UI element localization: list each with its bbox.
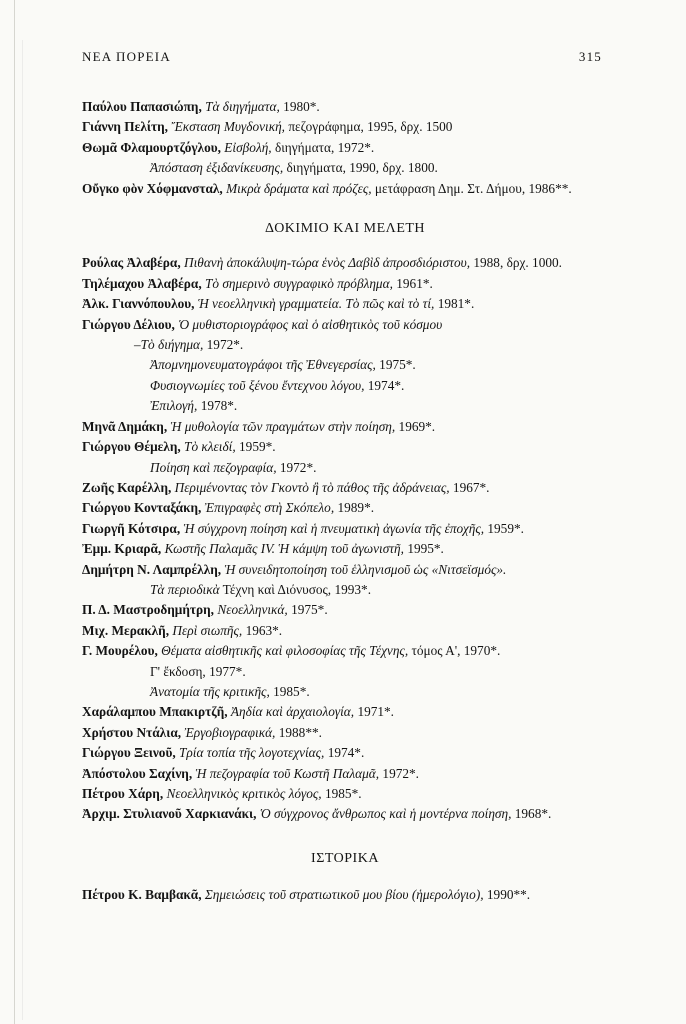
- entry-author: Χαράλαμπου Μπακιρτζῆ,: [82, 704, 228, 720]
- entry-details: 1969*.: [398, 418, 436, 434]
- entry-details: Τέχνη καὶ Διόνυσος, 1993*.: [222, 581, 372, 597]
- entry-title: Ποίηση καὶ πεζογραφία,: [150, 459, 277, 475]
- bib-entry: [82, 519, 608, 539]
- entry-title: Τὰ διηγήματα,: [205, 99, 280, 114]
- bib-entry: [82, 253, 608, 273]
- entry-author: Τηλέμαχου Ἀλαβέρα,: [82, 275, 202, 291]
- bib-entry-continuation: [82, 158, 608, 178]
- entry-details: 1988**.: [278, 724, 322, 740]
- prose-list: [82, 97, 608, 199]
- entry-details: 1988, δρχ. 1000.: [473, 255, 562, 271]
- bib-entry: [82, 621, 608, 641]
- entry-author: Γ. Μουρέλου,: [82, 643, 158, 659]
- entry-title: Περιμένοντας τὸν Γκοντὸ ἢ τὸ πάθος τῆς ἀδράνειας,: [174, 479, 450, 495]
- entry-details: 1959*.: [239, 439, 276, 455]
- bib-entry: [82, 138, 608, 158]
- page-binding-shadow: [22, 40, 23, 1020]
- bib-entry: [82, 274, 608, 294]
- entry-title: Περὶ σιωπῆς,: [172, 622, 243, 638]
- entry-details: 1978*.: [200, 398, 238, 414]
- running-header: [82, 49, 602, 65]
- bib-entry: [82, 97, 608, 117]
- entry-author: Δημήτρη Ν. Λαμπρέλλη,: [82, 561, 222, 577]
- entry-author: Ἀρχιμ. Στυλιανοῦ Χαρκιανάκι,: [82, 806, 257, 822]
- entry-author: Γιάννη Πελίτη,: [82, 119, 168, 135]
- bib-entry: [82, 641, 608, 661]
- page-binding-edge: [14, 0, 15, 1024]
- entry-details: 1961*.: [396, 275, 433, 291]
- journal-title: ΝΕΑ ΠΟΡΕΙΑ: [82, 49, 171, 64]
- entry-author: Γιωργῆ Κότσιρα,: [82, 520, 181, 536]
- entry-title: Ἔκσταση Μυγδονική,: [171, 119, 286, 135]
- entry-title: Νεοελληνικὸς κριτικὸς λόγος,: [166, 786, 322, 801]
- bib-entry: [82, 560, 608, 580]
- entry-details: 1971*.: [357, 704, 395, 720]
- bib-entry: [82, 294, 608, 314]
- entry-author: Ἀλκ. Γιαννόπουλου,: [82, 296, 195, 312]
- entry-details: 1980*.: [283, 99, 320, 114]
- entry-details: διηγήματα, 1972*.: [274, 139, 375, 155]
- entry-author: Μιχ. Μερακλῆ,: [82, 622, 170, 638]
- entry-author: Ἐμμ. Κριαρᾶ,: [82, 541, 162, 557]
- entry-title: Ἡ συνειδητοποίηση τοῦ ἑλληνισμοῦ ὡς «Νιτσεϊσμός».: [224, 561, 507, 577]
- entry-title: –Τὸ διήγημα,: [134, 337, 204, 353]
- bib-entry: [82, 702, 608, 722]
- entry-title: Ἀηδία καὶ ἀρχαιολογία,: [230, 704, 355, 720]
- bib-entry: [82, 478, 608, 498]
- section-heading-history: ΙΣΤΟΡΙΚΑ: [311, 850, 379, 866]
- entry-title: Ὁ μυθιστοριογράφος καὶ ὁ αἰσθητικὸς τοῦ κόσμου: [178, 316, 443, 332]
- essay-list: [82, 253, 608, 824]
- bib-entry: [82, 600, 608, 620]
- entry-title: Ἡ πεζογραφία τοῦ Κωστῆ Παλαμᾶ,: [195, 765, 380, 781]
- entry-title: Ἐπιλογή,: [150, 398, 198, 414]
- entry-details: 1968*.: [514, 806, 552, 822]
- bib-entry: [82, 743, 608, 763]
- entry-author: Πέτρου Κ. Βαμβακᾶ,: [82, 887, 202, 903]
- entry-title: Κωστῆς Παλαμᾶς IV. Ἡ κάμψη τοῦ ἀγωνιστῆ,: [164, 541, 404, 557]
- entry-title: Πιθανὴ ἀποκάλυψη-τώρα ἑνὸς Δαβὶδ ἀπροσδιόριστου,: [184, 255, 471, 271]
- entry-author: Ρούλας Ἀλαβέρα,: [82, 255, 181, 271]
- entry-author: Θωμᾶ Φλαμουρτζόγλου,: [82, 139, 221, 155]
- bib-entry-continuation: [82, 580, 608, 600]
- entry-title: Ἐργοβιογραφικά,: [184, 724, 276, 740]
- entry-title: Τρία τοπία τῆς λογοτεχνίας,: [179, 745, 325, 761]
- bib-entry-continuation: [82, 458, 608, 478]
- entry-details: 1981*.: [437, 296, 475, 312]
- entry-title: Ἡ σύγχρονη ποίηση καὶ ἡ πνευματικὴ ἀγωνία τῆς ἐποχῆς,: [183, 520, 485, 536]
- entry-details: 1959*.: [487, 520, 524, 536]
- entry-details: Γ' ἔκδοση, 1977*.: [150, 663, 246, 679]
- bib-entry-continuation: [82, 355, 608, 375]
- bib-entry: [82, 784, 608, 804]
- entry-details: 1975*.: [379, 357, 416, 373]
- entry-details: 1985*.: [324, 786, 362, 801]
- entry-title: Ἀπόσταση ἐξιδανίκευσης,: [150, 160, 284, 176]
- entry-title: Τὰ περιοδικὰ: [150, 581, 220, 597]
- entry-author: Γιώργου Θέμελη,: [82, 439, 181, 455]
- bib-entry-continuation: [82, 662, 608, 682]
- entry-details: διηγήματα, 1990, δρχ. 1800.: [286, 160, 438, 176]
- entry-title: Ἀπομνημονευματογράφοι τῆς Ἐθνεγερσίας,: [150, 357, 376, 373]
- entry-title: Νεοελληνικά,: [217, 602, 288, 618]
- entry-details: 1990**.: [486, 887, 531, 903]
- entry-title: Ἡ μυθολογία τῶν πραγμάτων στὴν ποίηση,: [170, 418, 396, 434]
- bib-entry: [82, 417, 608, 437]
- history-list: [82, 885, 608, 905]
- entry-author: Χρήστου Ντάλια,: [82, 724, 182, 740]
- entry-title: Ἐπιγραφὲς στὴ Σκόπελο,: [204, 500, 335, 516]
- bib-entry: [82, 539, 608, 559]
- entry-author: Γιώργου Ξεινοῦ,: [82, 745, 176, 761]
- bib-entry: [82, 117, 608, 137]
- entry-title: Μικρὰ δράματα καὶ πρόζες,: [226, 180, 372, 196]
- bib-entry: [82, 179, 608, 199]
- entry-author: Ἀπόστολου Σαχίνη,: [82, 765, 193, 781]
- bib-entry: [82, 723, 608, 743]
- page-body: [82, 97, 608, 906]
- bib-entry: [82, 885, 608, 905]
- entry-author: Ζωῆς Καρέλλη,: [82, 479, 172, 495]
- entry-details: 1972*.: [206, 337, 244, 353]
- entry-title: Θέματα αἰσθητικῆς καὶ φιλοσοφίας τῆς Τέχνης,: [161, 643, 409, 659]
- entry-title: Ἡ νεοελληνικὴ γραμματεία. Τὸ πῶς καὶ τὸ τί,: [197, 296, 435, 312]
- bib-entry-continuation: [82, 396, 608, 416]
- entry-title: Φυσιογνωμίες τοῦ ξένου ἔντεχνου λόγου,: [150, 377, 365, 393]
- entry-details: τόμος Α', 1970*.: [411, 643, 501, 659]
- entry-title: Ἀνατομία τῆς κριτικῆς,: [150, 683, 270, 699]
- entry-author: Π. Δ. Μαστροδημήτρη,: [82, 602, 215, 618]
- entry-title: Τὸ σημερινὸ συγγραφικὸ πρόβλημα,: [204, 275, 393, 291]
- entry-title: Τὸ κλειδί,: [184, 439, 236, 455]
- section-heading-essays: ΔΟΚΙΜΙΟ ΚΑΙ ΜΕΛΕΤΗ: [264, 221, 426, 237]
- entry-details: μετάφραση Δημ. Στ. Δήμου, 1986**.: [374, 180, 572, 196]
- bib-entry: [82, 764, 608, 784]
- bib-entry-continuation: [82, 335, 608, 355]
- entry-title: Εἰσβολή,: [224, 139, 272, 155]
- page-number: 315: [578, 49, 602, 64]
- entry-author: Πέτρου Χάρη,: [82, 786, 164, 801]
- entry-details: 1972*.: [382, 765, 419, 781]
- entry-author: Γιώργου Κονταξάκη,: [82, 500, 202, 516]
- entry-title: Σημειώσεις τοῦ στρατιωτικοῦ μου βίου (ἡμερολόγιο),: [204, 887, 484, 903]
- bib-entry: [82, 498, 608, 518]
- entry-details: 1974*.: [327, 745, 365, 761]
- entry-details: 1995*.: [407, 541, 444, 557]
- bib-entry: [82, 804, 608, 824]
- entry-author: Γιώργου Δέλιου,: [82, 316, 175, 332]
- entry-author: Οὔγκο φὸν Χόφμανσταλ,: [82, 180, 223, 196]
- entry-details: πεζογράφημα, 1995, δρχ. 1500: [288, 119, 453, 135]
- bib-entry: [82, 437, 608, 457]
- entry-title: Ὁ σύγχρονος ἄνθρωπος καὶ ἡ μοντέρνα ποίηση,: [259, 806, 512, 822]
- entry-details: 1967*.: [452, 479, 490, 495]
- entry-details: 1972*.: [279, 459, 317, 475]
- entry-author: Μηνᾶ Δημάκη,: [82, 418, 168, 434]
- entry-details: 1989*.: [337, 500, 375, 516]
- bib-entry: [82, 315, 608, 335]
- entry-details: 1974*.: [367, 377, 405, 393]
- entry-details: 1963*.: [245, 622, 283, 638]
- bib-entry-continuation: [82, 682, 608, 702]
- entry-author: Παύλου Παπασιώπη,: [82, 99, 202, 114]
- entry-details: 1975*.: [291, 602, 328, 618]
- entry-details: 1985*.: [273, 683, 310, 699]
- bib-entry-continuation: [82, 376, 608, 396]
